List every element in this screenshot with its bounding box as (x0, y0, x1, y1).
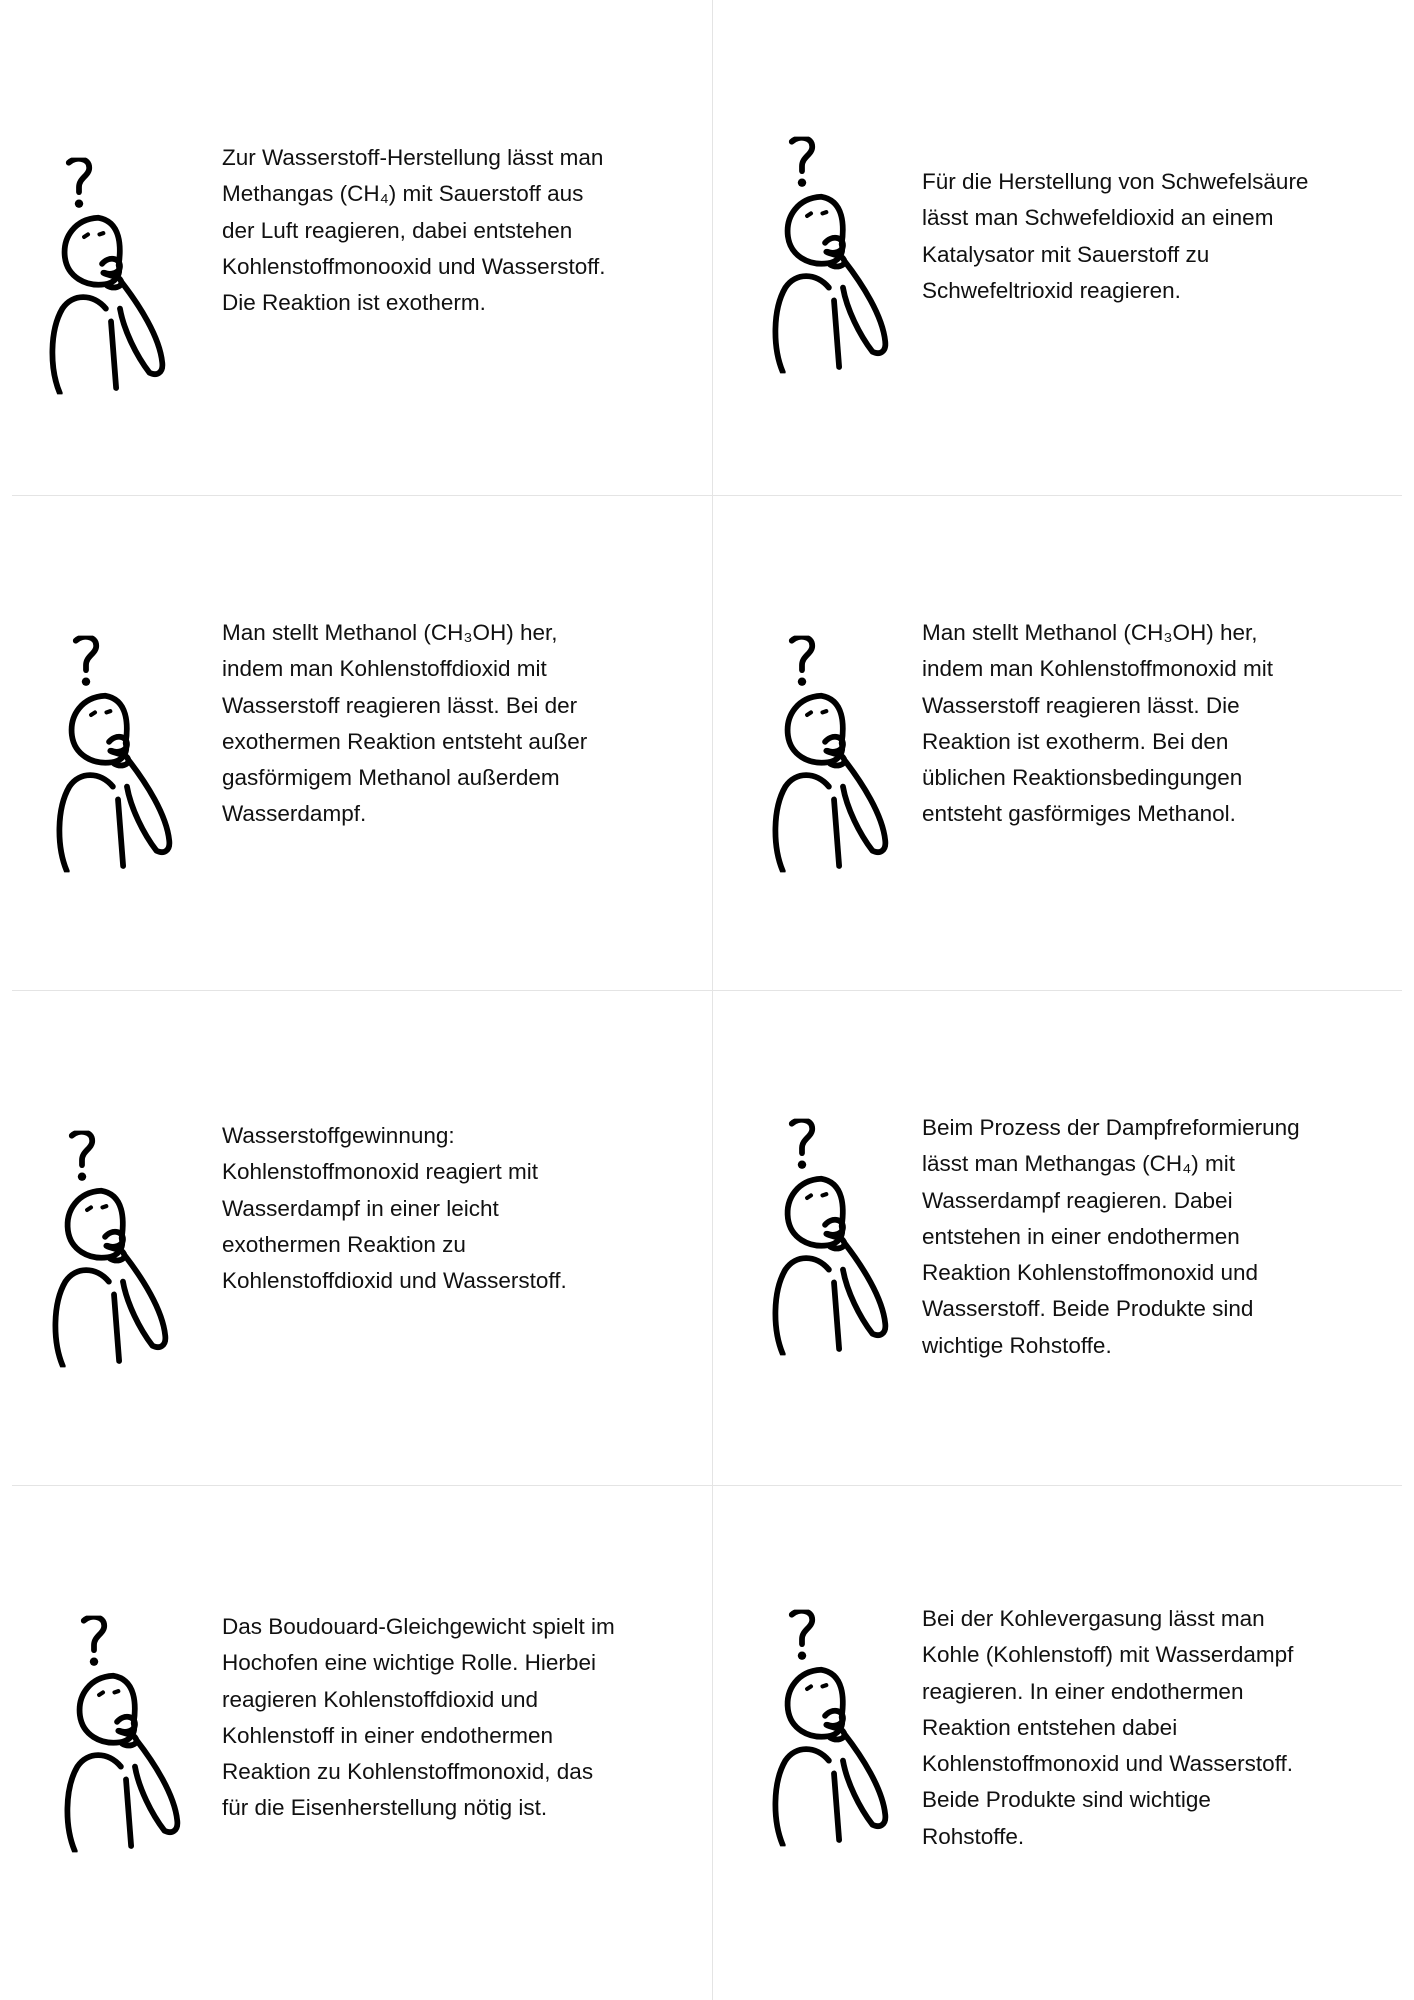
text-line: Reaktion ist exotherm. Bei den (922, 728, 1229, 754)
text-line: Beide Produkte sind wichtige (922, 1787, 1211, 1813)
text-line: Kohlenstoff in einer endothermen (222, 1722, 554, 1748)
reaction-card (712, 1485, 1412, 1980)
text-line: Wasserstoffgewinnung: (222, 1123, 455, 1148)
text-line: Man stellt Methanol (CH₃OH) her, (222, 620, 558, 645)
text-line: Die Reaktion ist exotherm. (222, 290, 486, 316)
text-line: Kohlenstoffmonooxid und Wasserstoff. (222, 253, 606, 279)
text-line: Für die Herstellung von Schwefelsäure (922, 169, 1309, 194)
thinking-person-icon (770, 1118, 898, 1356)
reaction-card (0, 990, 700, 1485)
reaction-description (922, 164, 1352, 309)
thinking-person-icon (770, 635, 898, 873)
text-line: Wasserdampf in einer leicht (222, 1195, 499, 1221)
thinking-person-icon (47, 157, 175, 395)
text-line: gasförmigem Methanol außerdem (222, 765, 560, 791)
thinking-person-icon (54, 635, 182, 873)
reaction-description (222, 1609, 652, 1827)
text-line: Katalysator mit Sauerstoff zu (922, 241, 1210, 267)
text-line: Kohlenstoffdioxid und Wasserstoff. (222, 1268, 567, 1294)
reaction-card (712, 0, 1412, 495)
text-line: Wasserstoff. Beide Produkte sind (922, 1296, 1254, 1322)
text-line: Hochofen eine wichtige Rolle. Hierbei (222, 1650, 596, 1676)
text-line: exothermen Reaktion entsteht außer (222, 728, 588, 754)
text-line: Wasserstoff reagieren lässt. Die (922, 692, 1240, 718)
text-line: reagieren. In einer endothermen (922, 1678, 1244, 1704)
reaction-description (222, 1118, 652, 1299)
text-line: lässt man Methangas (CH₄) mit (922, 1151, 1236, 1177)
text-line: Methangas (CH₄) mit Sauerstoff aus (222, 181, 584, 207)
thinking-person-icon (770, 136, 898, 374)
thinking-person-icon (62, 1615, 190, 1853)
text-line: der Luft reagieren, dabei entstehen (222, 217, 573, 243)
text-line: wichtige Rohstoffe. (922, 1332, 1112, 1358)
text-line: Schwefeltrioxid reagieren. (922, 277, 1181, 303)
text-line: Bei der Kohlevergasung lässt man (922, 1606, 1265, 1631)
text-line: reagieren Kohlenstoffdioxid und (222, 1686, 539, 1712)
text-line: Das Boudouard-Gleichgewicht spielt im (222, 1614, 615, 1639)
reaction-description (922, 1601, 1352, 1855)
reaction-card (712, 495, 1412, 990)
text-line: für die Eisenherstellung nötig ist. (222, 1795, 548, 1821)
text-line: Wasserdampf reagieren. Dabei (922, 1187, 1233, 1213)
text-line: Reaktion Kohlenstoffmonoxid und (922, 1260, 1259, 1286)
text-line: indem man Kohlenstoffmonoxid mit (922, 656, 1274, 682)
text-line: Kohlenstoffmonoxid reagiert mit (222, 1159, 538, 1185)
text-line: exothermen Reaktion zu (222, 1231, 466, 1257)
text-line: Wasserstoff reagieren lässt. Bei der (222, 692, 578, 718)
text-line: Reaktion entstehen dabei (922, 1714, 1178, 1740)
thinking-person-icon (770, 1609, 898, 1847)
reaction-card (0, 0, 700, 495)
reaction-description (922, 1110, 1352, 1364)
reaction-card (0, 495, 700, 990)
reaction-card (712, 990, 1412, 1485)
text-line: entsteht gasförmiges Methanol. (922, 801, 1236, 827)
reaction-description (222, 140, 652, 321)
text-line: Kohlenstoffmonoxid und Wasserstoff. (922, 1751, 1294, 1777)
text-line: Reaktion zu Kohlenstoffmonoxid, das (222, 1759, 594, 1785)
text-line: Rohstoffe. (922, 1823, 1025, 1849)
text-line: üblichen Reaktionsbedingungen (922, 765, 1243, 791)
text-line: Kohle (Kohlenstoff) mit Wasserdampf (922, 1642, 1294, 1668)
text-line: Man stellt Methanol (CH₃OH) her, (922, 620, 1258, 645)
reaction-description (222, 615, 652, 833)
text-line: Zur Wasserstoff-Herstellung lässt man (222, 145, 604, 170)
text-line: lässt man Schwefeldioxid an einem (922, 205, 1274, 231)
text-line: indem man Kohlenstoffdioxid mit (222, 656, 547, 682)
text-line: entstehen in einer endothermen (922, 1223, 1240, 1249)
text-line: Beim Prozess der Dampfreformierung (922, 1115, 1300, 1140)
text-line: Wasserdampf. (222, 801, 367, 827)
reaction-card (0, 1485, 700, 1980)
reaction-description (922, 615, 1352, 833)
thinking-person-icon (50, 1130, 178, 1368)
